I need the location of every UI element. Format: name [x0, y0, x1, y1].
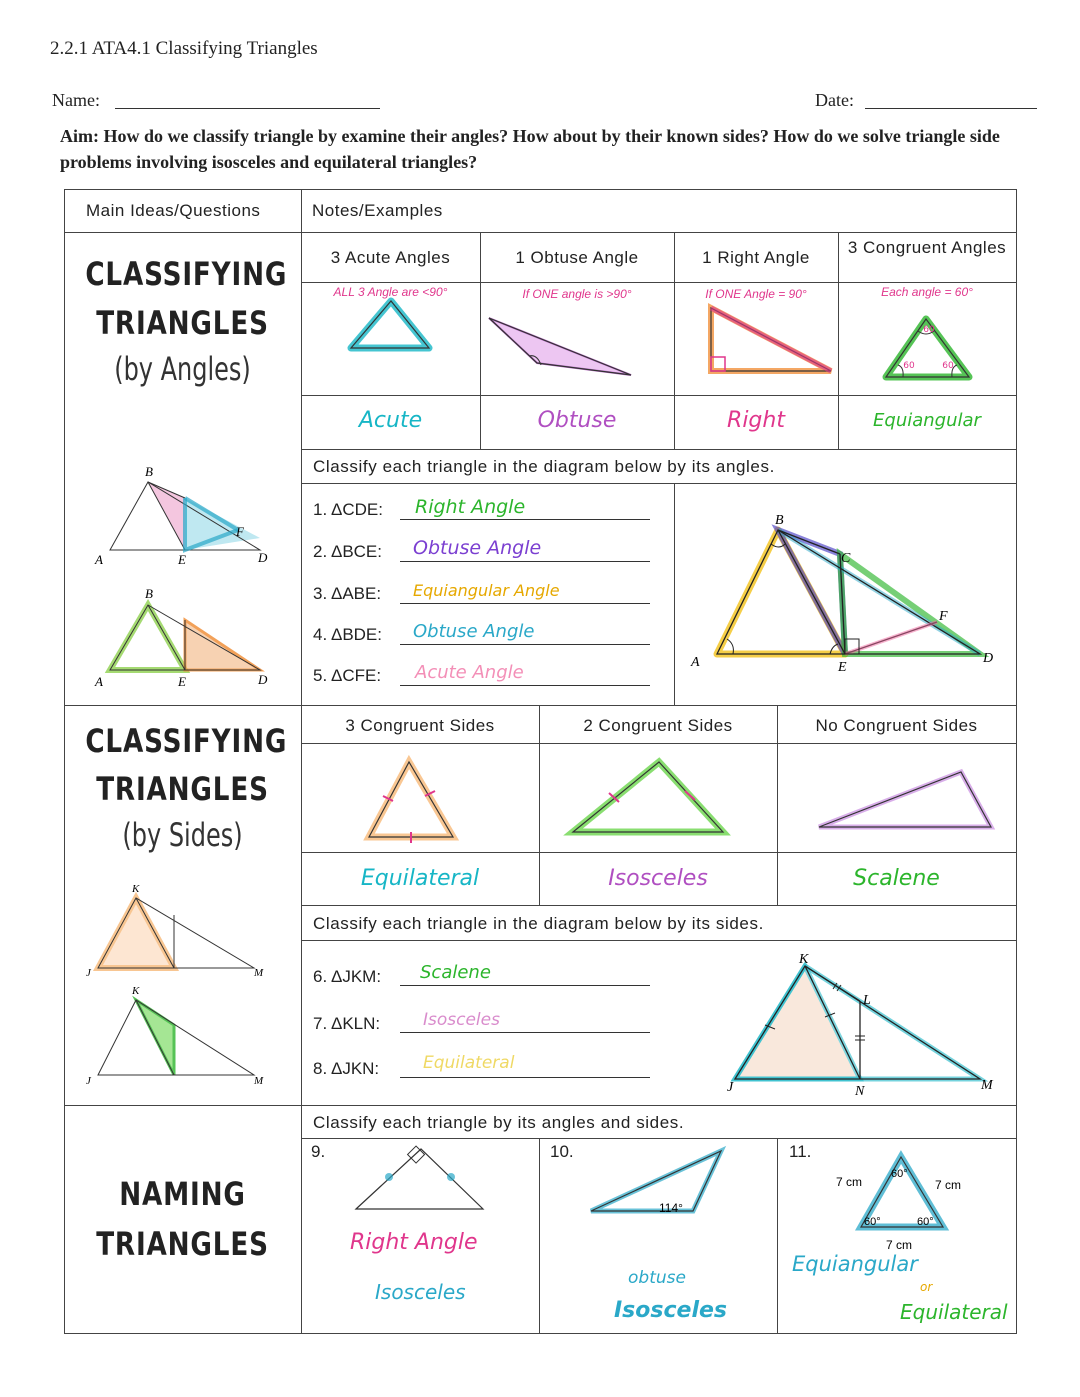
side-col-header-0: No Congruent Sides	[815, 716, 978, 735]
diagram-label-a: A	[691, 655, 700, 670]
angle-114-label: 114°	[659, 1201, 683, 1215]
angles-prompt: Classify each triangle in the diagram below by its angles.	[313, 457, 775, 476]
q5-answer[interactable]: Acute Angle	[415, 662, 524, 683]
q7-answer[interactable]: Isosceles	[423, 1010, 500, 1030]
diagram-label-f: F	[939, 609, 948, 624]
naming-title-line1: NAMING	[119, 1175, 246, 1213]
col-header-notes: Notes/Examples	[312, 201, 443, 220]
q4-answer[interactable]: Obtuse Angle	[413, 621, 535, 642]
eq-angle-right: 60°	[917, 1216, 934, 1228]
eq-side-bottom: 7 cm	[886, 1238, 913, 1252]
angle-note-obtuse: If ONE angle is >90°	[522, 287, 632, 301]
angle-answer-acute: Acute	[358, 408, 423, 433]
sides-label-l: L	[863, 993, 871, 1008]
mini-side-j: J	[86, 967, 91, 979]
sides-classify-diagram	[675, 941, 1016, 1104]
worksheet-title: 2.2.1 ATA4.1 Classifying Triangles	[50, 38, 318, 59]
mini-label-d: D	[258, 550, 268, 565]
q2-answer[interactable]: Obtuse Angle	[413, 537, 542, 559]
q3-label: 3. ΔABE:	[313, 584, 382, 603]
sides-prompt: Classify each triangle in the diagram below by its sides.	[313, 914, 764, 933]
mini-label-b: B	[145, 464, 153, 479]
problem-11-or: or	[920, 1280, 933, 1294]
sides-label-m: M	[981, 1078, 993, 1093]
angle-col-header-congruent: 3 Congruent Angles	[847, 238, 1007, 257]
side-col-header-3: 3 Congruent Sides	[345, 716, 495, 735]
side-example-triangles	[301, 744, 1017, 852]
mini-label-a: A	[95, 552, 103, 567]
angle-answer-equiangular: Equiangular	[873, 410, 981, 431]
q4-label: 4. ΔBDE:	[313, 625, 382, 644]
angle-col-header-acute: 3 Acute Angles	[330, 248, 451, 267]
angle-note-congruent: Each angle = 60°	[881, 285, 973, 299]
diagram-label-c: C	[841, 551, 851, 566]
col-header-main-ideas: Main Ideas/Questions	[86, 201, 261, 220]
q1-label: 1. ΔCDE:	[313, 500, 383, 519]
name-label: Name:	[52, 90, 100, 110]
date-label: Date:	[815, 90, 854, 110]
q7-label: 7. ΔKLN:	[313, 1014, 381, 1033]
diagram-label-d: D	[983, 651, 994, 666]
name-field[interactable]	[115, 108, 380, 109]
mini2-side-k: K	[132, 985, 140, 997]
problem-11-answer-1[interactable]: Equiangular	[792, 1252, 918, 1276]
q8-label: 8. ΔJKN:	[313, 1059, 380, 1078]
angle-col-header-obtuse: 1 Obtuse Angle	[515, 248, 639, 267]
equi-angle-left: 60	[903, 361, 915, 371]
sides-label-k: K	[799, 952, 809, 967]
problem-9-answer-2[interactable]: Isosceles	[375, 1280, 466, 1304]
angle-answer-obtuse: Obtuse	[537, 408, 617, 433]
mini-side-k: K	[132, 883, 140, 895]
angles-mini-diagrams	[90, 460, 280, 700]
problem-10-answer-2[interactable]: Isosceles	[614, 1298, 728, 1323]
diagram-label-b: B	[775, 513, 784, 528]
side-answer-equilateral: Equilateral	[360, 866, 480, 891]
q8-answer[interactable]: Equilateral	[423, 1053, 515, 1073]
mini2-label-e: E	[178, 674, 186, 689]
angle-note-right: If ONE Angle = 90°	[705, 287, 807, 301]
angles-title-line2: TRIANGLES	[96, 304, 269, 342]
sides-label-j: J	[727, 1080, 734, 1095]
angle-answer-right: Right	[727, 408, 785, 433]
sides-mini-diagrams	[84, 880, 284, 1100]
q6-label: 6. ΔJKM:	[313, 967, 382, 986]
problem-11-number: 11.	[789, 1142, 812, 1161]
angle-note-acute: ALL 3 Angle are <90°	[333, 285, 448, 299]
mini2-label-d: D	[258, 672, 268, 687]
angles-classify-diagram	[675, 484, 1016, 705]
side-answer-isosceles: Isosceles	[608, 866, 708, 891]
diagram-label-e: E	[838, 660, 847, 675]
naming-title-line2: TRIANGLES	[96, 1225, 269, 1263]
sides-title-line1: CLASSIFYING	[85, 722, 288, 760]
mini-side-m: M	[254, 967, 264, 979]
problem-9-answer-1[interactable]: Right Angle	[350, 1230, 478, 1255]
sides-subtitle: (by Sides)	[122, 816, 243, 854]
eq-side-right: 7 cm	[935, 1178, 962, 1192]
mini2-side-j: J	[86, 1075, 91, 1087]
equi-angle-right: 60	[942, 361, 954, 371]
problem-11-answer-2[interactable]: Equilateral	[900, 1300, 1008, 1324]
mini-label-e: E	[178, 552, 186, 567]
q2-label: 2. ΔBCE:	[313, 542, 382, 561]
eq-side-left: 7 cm	[836, 1175, 863, 1189]
side-answer-scalene: Scalene	[853, 866, 940, 891]
naming-prompt: Classify each triangle by its angles and sides.	[313, 1113, 685, 1132]
sides-label-n: N	[855, 1084, 865, 1099]
q5-label: 5. ΔCFE:	[313, 666, 382, 685]
side-col-header-2: 2 Congruent Sides	[583, 716, 733, 735]
angle-col-header-right: 1 Right Angle	[702, 248, 810, 267]
mini2-label-b: B	[145, 586, 153, 601]
q1-answer[interactable]: Right Angle	[415, 496, 526, 518]
mini2-side-m: M	[254, 1075, 264, 1087]
angle-example-triangles	[301, 283, 1017, 395]
eq-angle-top: 60°	[891, 1168, 908, 1180]
eq-angle-left: 60°	[864, 1216, 881, 1228]
mini-label-f: F	[236, 524, 244, 539]
angles-title-line1: CLASSIFYING	[85, 255, 288, 293]
mini2-label-a: A	[95, 674, 103, 689]
equi-angle-top: 60	[923, 325, 935, 335]
q3-answer[interactable]: Equiangular Angle	[413, 581, 560, 600]
aim-statement: Aim: How do we classify triangle by examine their angles? How about by their known sides? How do we solve triangle side problems involving isosceles and equilateral triangles?	[60, 126, 1000, 172]
problem-10-answer-1[interactable]: obtuse	[628, 1268, 686, 1288]
sides-title-line2: TRIANGLES	[96, 770, 269, 808]
q6-answer[interactable]: Scalene	[420, 962, 491, 983]
date-field[interactable]	[865, 108, 1037, 109]
angles-subtitle: (by Angles)	[114, 350, 251, 388]
problem-10-number: 10.	[550, 1142, 574, 1161]
problem-9-number: 9.	[311, 1142, 326, 1161]
